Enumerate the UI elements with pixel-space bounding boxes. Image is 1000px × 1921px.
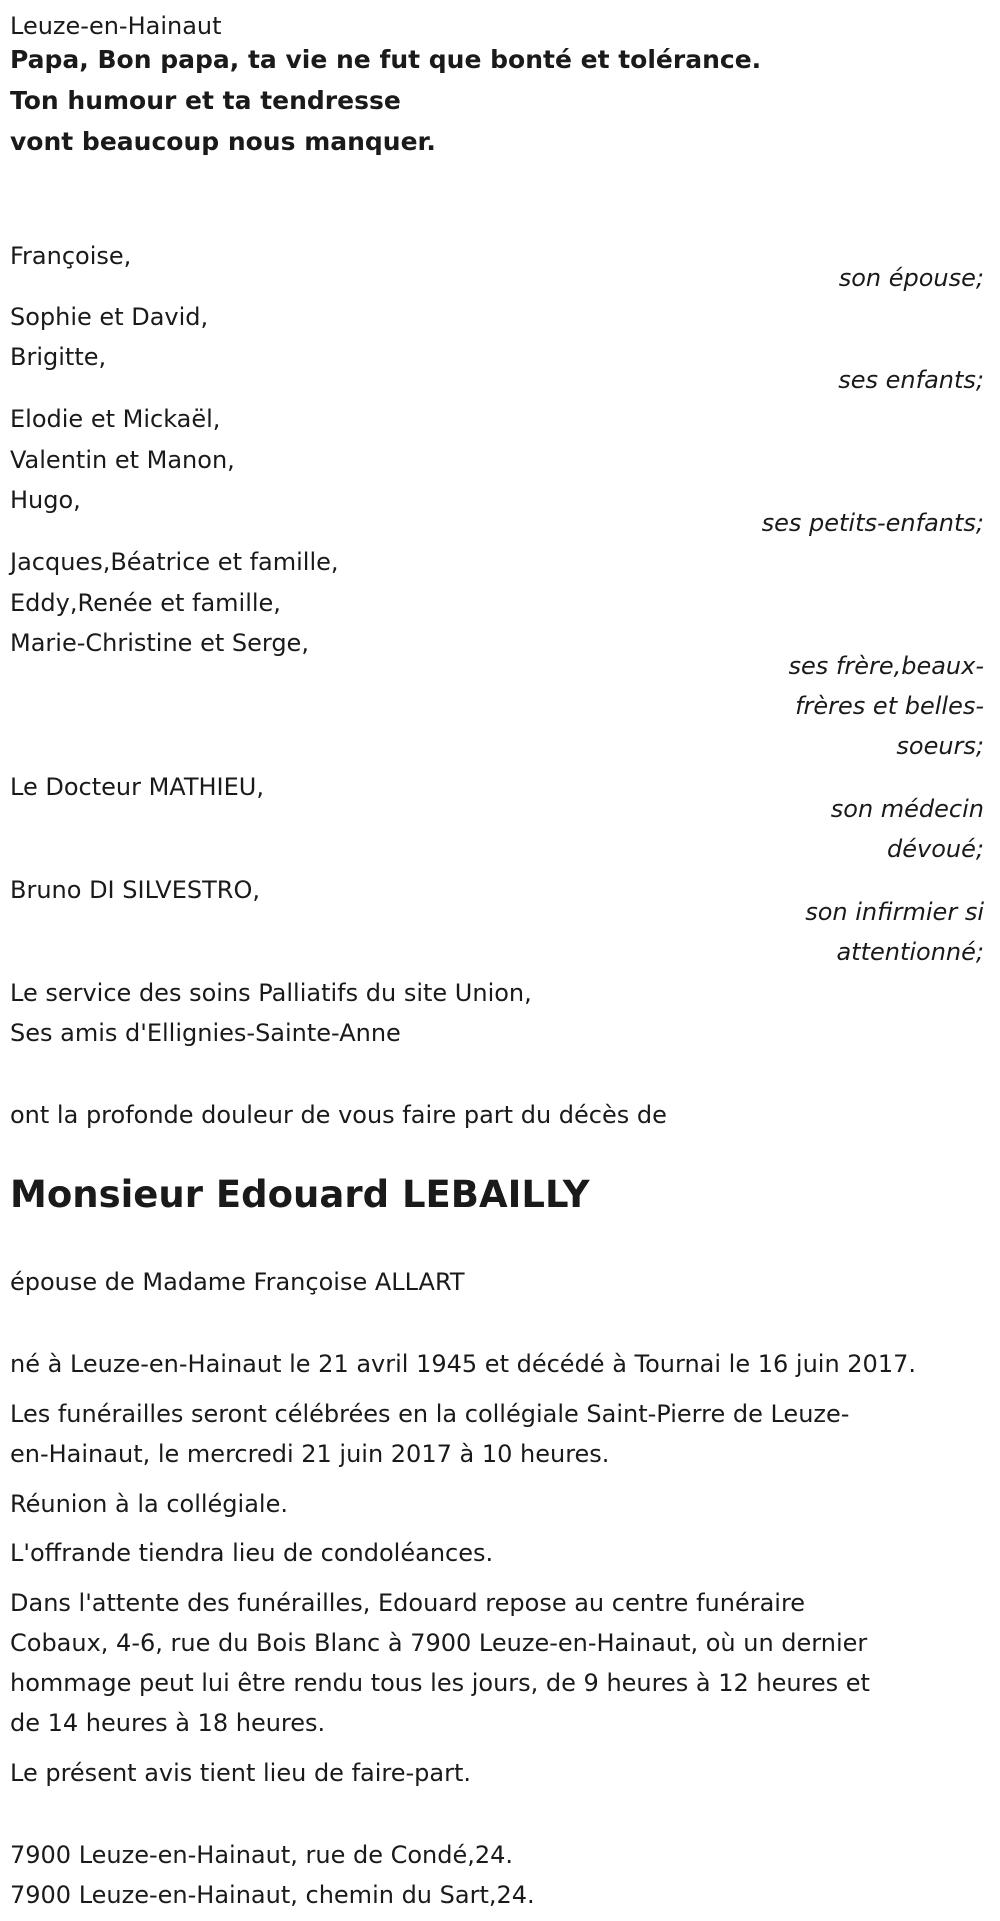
visitation-line-1: Dans l'attente des funérailles, Edouard repose au centre funéraire bbox=[10, 1589, 806, 1617]
offering-line: L'offrande tiendra lieu de condoléances. bbox=[10, 1539, 494, 1567]
siblings-role-line-1: ses frère,beaux- bbox=[788, 652, 984, 680]
others-line-2: Ses amis d'Ellignies-Sainte-Anne bbox=[10, 1019, 401, 1047]
sibling-2: Eddy,Renée et famille, bbox=[10, 589, 281, 617]
grandchild-2: Valentin et Manon, bbox=[10, 446, 235, 474]
spouse-of-line: épouse de Madame Françoise ALLART bbox=[10, 1268, 465, 1296]
sibling-1: Jacques,Béatrice et famille, bbox=[10, 548, 339, 576]
epitaph-line-2: Ton humour et ta tendresse bbox=[10, 86, 401, 115]
child-2: Brigitte, bbox=[10, 343, 107, 371]
siblings-role-line-2: frères et belles- bbox=[795, 692, 984, 720]
spouse-name: Françoise, bbox=[10, 242, 132, 270]
epitaph-line-1: Papa, Bon papa, ta vie ne fut que bonté et tolérance. bbox=[10, 45, 762, 74]
siblings-role-line-3: soeurs; bbox=[896, 732, 984, 760]
grandchildren-role: ses petits-enfants; bbox=[761, 509, 984, 537]
doctor-role-line-2: dévoué; bbox=[887, 835, 984, 863]
children-role: ses enfants; bbox=[838, 366, 984, 394]
address-line-1: 7900 Leuze-en-Hainaut, rue de Condé,24. bbox=[10, 1841, 514, 1869]
location-line: Leuze-en-Hainaut bbox=[10, 12, 222, 40]
epitaph-line-3: vont beaucoup nous manquer. bbox=[10, 127, 436, 156]
doctor-name: Le Docteur MATHIEU, bbox=[10, 773, 264, 801]
grandchild-3: Hugo, bbox=[10, 486, 81, 514]
intro-line: ont la profonde douleur de vous faire part du décès de bbox=[10, 1101, 667, 1129]
sibling-3: Marie-Christine et Serge, bbox=[10, 629, 309, 657]
notice-line: Le présent avis tient lieu de faire-part. bbox=[10, 1759, 472, 1787]
nurse-name: Bruno DI SILVESTRO, bbox=[10, 876, 260, 904]
address-line-2: 7900 Leuze-en-Hainaut, chemin du Sart,24. bbox=[10, 1881, 535, 1909]
funeral-line-1: Les funérailles seront célébrées en la collégiale Saint-Pierre de Leuze- bbox=[10, 1400, 850, 1428]
visitation-line-4: de 14 heures à 18 heures. bbox=[10, 1709, 326, 1737]
nurse-role-line-1: son infirmier si bbox=[805, 898, 984, 926]
spouse-role: son épouse; bbox=[838, 264, 984, 292]
doctor-role-line-1: son médecin bbox=[830, 795, 984, 823]
child-1: Sophie et David, bbox=[10, 303, 209, 331]
others-line-1: Le service des soins Palliatifs du site Union, bbox=[10, 979, 532, 1007]
funeral-line-2: en-Hainaut, le mercredi 21 juin 2017 à 10 heures. bbox=[10, 1440, 610, 1468]
grandchild-1: Elodie et Mickaël, bbox=[10, 405, 221, 433]
nurse-role-line-2: attentionné; bbox=[836, 938, 984, 966]
deceased-name: Monsieur Edouard LEBAILLY bbox=[10, 1173, 590, 1216]
birth-death-line: né à Leuze-en-Hainaut le 21 avril 1945 et décédé à Tournai le 16 juin 2017. bbox=[10, 1350, 916, 1378]
reunion-line: Réunion à la collégiale. bbox=[10, 1490, 288, 1518]
visitation-line-2: Cobaux, 4-6, rue du Bois Blanc à 7900 Leuze-en-Hainaut, où un dernier bbox=[10, 1629, 868, 1657]
visitation-line-3: hommage peut lui être rendu tous les jours, de 9 heures à 12 heures et bbox=[10, 1669, 870, 1697]
